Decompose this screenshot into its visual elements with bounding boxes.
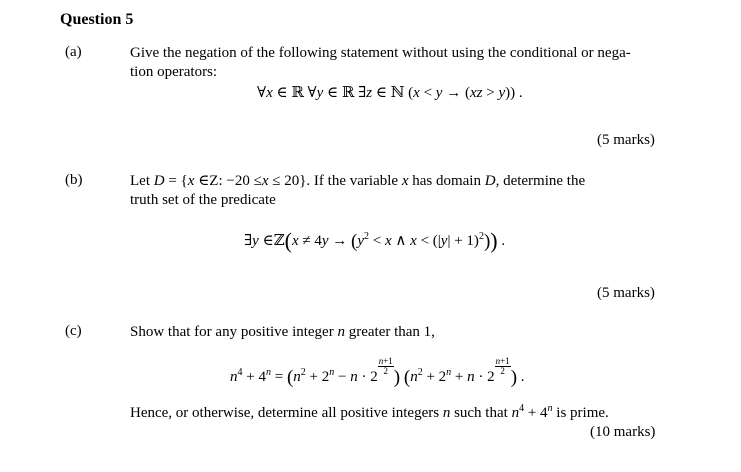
part-a-marks: (5 marks): [597, 132, 655, 148]
part-c-formula: $n^4 + 4^n = (n^2 + 2^n - n \cdot 2$ $\frac{n+1}{2}$ ) ($n^2 + 2^n + n \cdot 2$ $\frac{n+1}{2}$ ) .: [230, 356, 525, 388]
part-a-line2: tion operators:: [130, 64, 218, 80]
part-c-line1: Show that for any positive integer n greater than 1,: [130, 324, 435, 340]
part-c-hence: Hence, or otherwise, determine all positive integers n such that $n^4 + 4^n$ is prime.: [130, 403, 609, 421]
part-b-line1: Let D = {x ∈Z: −20 ≤x ≤ 20}. If the variable x has domain D, determine the: [130, 173, 586, 189]
part-c-marks: (10 marks): [590, 424, 656, 440]
question-title: Question 5: [60, 11, 134, 28]
part-a-formula: ∀x ∈ ℝ ∀y ∈ ℝ ∃z ∈ ℕ (x < y → (xz > y)) .: [257, 85, 523, 101]
part-a-label: (a): [65, 44, 82, 60]
part-a-line1: Give the negation of the following statement without using the conditional or nega-: [130, 45, 631, 61]
part-b-line2: truth set of the predicate: [130, 192, 276, 208]
part-b-formula: ∃y ∈ℤ(x ≠ $4y \to (y^2 < x$ ∧ $x < (|y| + 1)^2$)) .: [244, 228, 506, 253]
part-b-marks: (5 marks): [597, 285, 655, 301]
part-b-label: (b): [65, 172, 83, 188]
part-c-label: (c): [65, 323, 82, 339]
part-b-text: [130, 172, 585, 210]
part-a-text: [130, 44, 631, 82]
